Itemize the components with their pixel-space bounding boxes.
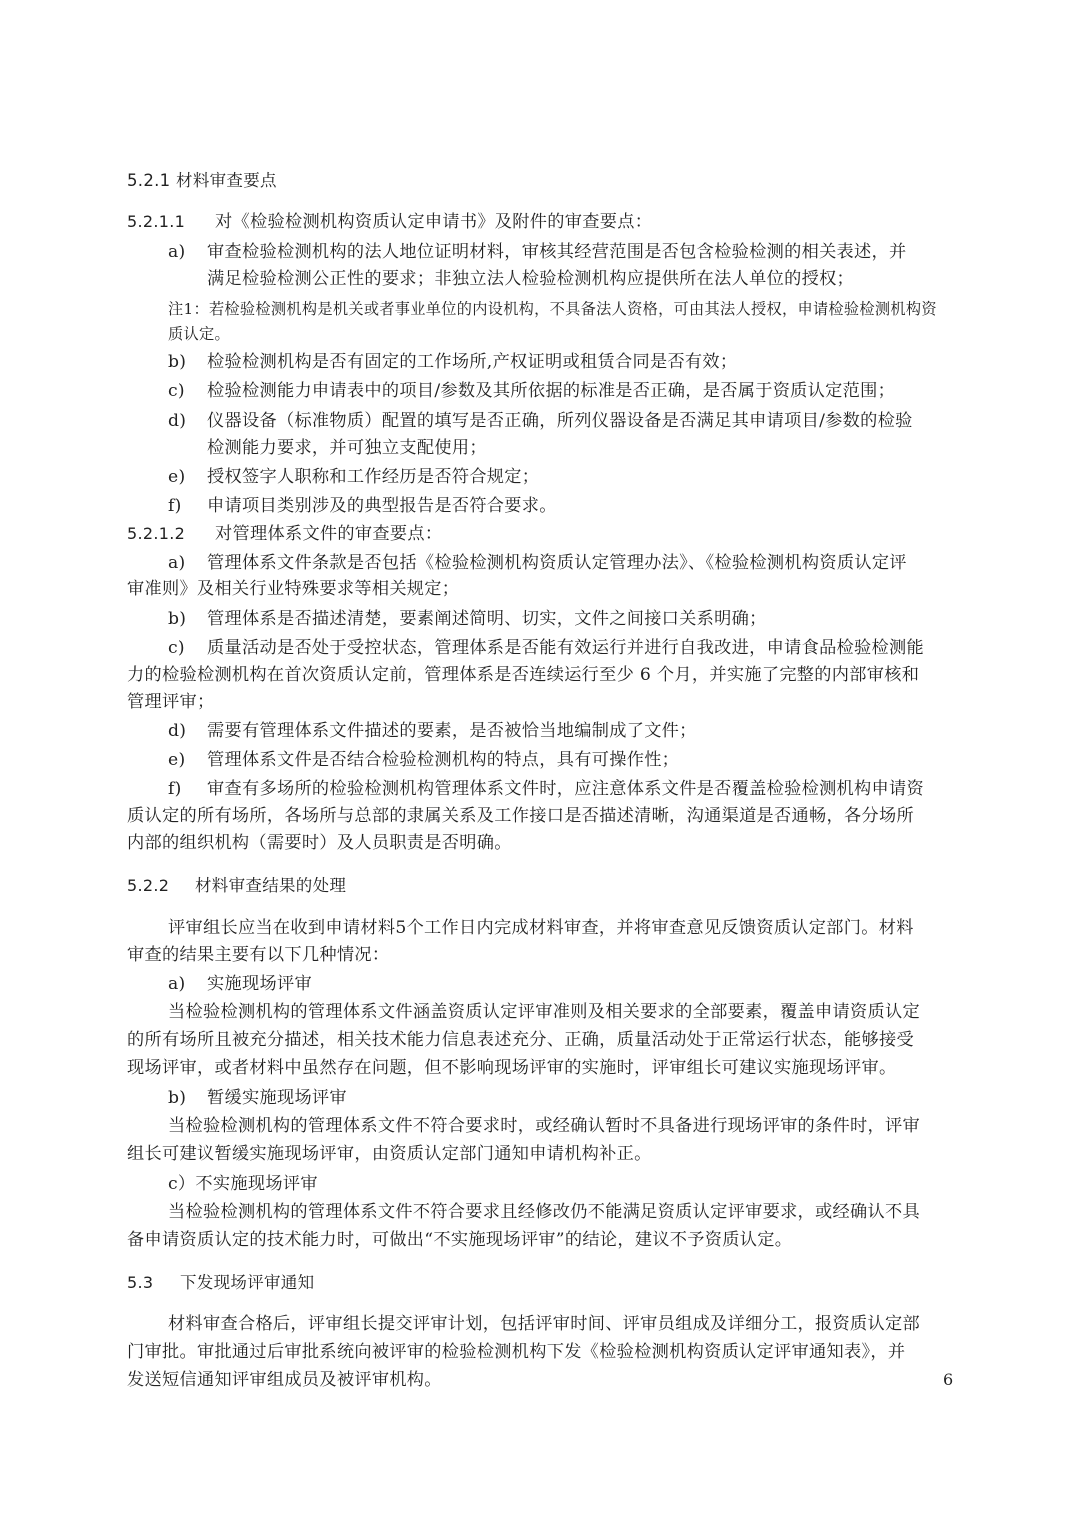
item-label: d) [168,411,187,431]
paragraph-text: 组长可建议暂缓实施现场评审，由资质认定部门通知申请机构补正。 [127,1144,652,1164]
paragraph-text: 当检验检测机构的管理体系文件不符合要求时，或经确认暂时不具备进行现场评审的条件时，评审 [168,1116,920,1136]
item-text: 质量活动是否处于受控状态，管理体系是否能有效运行并进行自我改进，申请食品检验检测能 [207,638,924,658]
clause-number-5-2-1-1: 5.2.1.1 [127,212,186,231]
section-heading-5-2-1: 5.2.1 材料审查要点 [127,171,277,190]
paragraph-text: 当检验检测机构的管理体系文件涵盖资质认定评审准则及相关要求的全部要素，覆盖申请资质认定 [168,1002,920,1022]
item-label: b) [168,1088,187,1108]
item-text: 管理评审； [127,692,215,712]
item-text: 检测能力要求，并可独立支配使用； [207,438,487,458]
section-number-5-2-2: 5.2.2 [127,876,170,895]
paragraph-text: 发送短信通知评审组成员及被评审机构。 [127,1370,442,1390]
item-text: 授权签字人职称和工作经历是否符合规定； [207,467,540,487]
item-text: 申请项目类别涉及的典型报告是否符合要求。 [207,496,557,516]
paragraph-text: 门审批。审批通过后审批系统向被评审的检验检测机构下发《检验检测机构资质认定评审通知表》，并 [127,1342,906,1362]
note-text: 质认定。 [168,325,230,343]
clause-title-5-2-1-1: 对《检验检测机构资质认定申请书》及附件的审查要点： [215,212,653,232]
item-label: a) [168,553,186,573]
page-number: 6 [943,1370,954,1389]
item-label: f) [168,779,182,799]
item-label: c) [168,381,185,401]
paragraph-text: 评审组长应当在收到申请材料5个工作日内完成材料审查，并将审查意见反馈资质认定部门。材料 [168,918,914,938]
note-text: 注1：若检验检测机构是机关或者事业单位的内设机构，不具备法人资格，可由其法人授权，申请检验检测机构资 [168,300,937,318]
section-number-5-3: 5.3 [127,1273,154,1292]
section-heading-5-2-2: 材料审查结果的处理 [195,876,347,895]
item-label: a) [168,974,186,994]
item-text: 检验检测能力申请表中的项目/参数及其所依据的标准是否正确，是否属于资质认定范围； [207,381,896,401]
item-text: 管理体系文件是否结合检验检测机构的特点，具有可操作性； [207,750,680,770]
paragraph-text: 当检验检测机构的管理体系文件不符合要求且经修改仍不能满足资质认定评审要求，或经确认不具 [168,1202,920,1222]
item-title: 暂缓实施现场评审 [207,1088,347,1108]
clause-title-5-2-1-2: 对管理体系文件的审查要点： [215,524,443,544]
item-label: e) [168,467,186,487]
item-label: c) [168,638,185,658]
item-text: 管理体系文件条款是否包括《检验检测机构资质认定管理办法》、《检验检测机构资质认定评 [207,553,907,573]
item-text: 力的检验检测机构在首次资质认定前，管理体系是否连续运行至少 6 个月，并实施了完整的内部审核和 [127,665,920,685]
item-label: d) [168,721,187,741]
item-label: e) [168,750,186,770]
paragraph-text: 现场评审，或者材料中虽然存在问题，但不影响现场评审的实施时，评审组长可建议实施现场评审。 [127,1058,897,1078]
item-title: c）不实施现场评审 [168,1174,318,1194]
paragraph-text: 材料审查合格后，评审组长提交评审计划，包括评审时间、评审员组成及详细分工，报资质认定部 [168,1314,920,1334]
item-text: 审查检验检测机构的法人地位证明材料，审核其经营范围是否包含检验检测的相关表述，并 [207,242,907,262]
paragraph-text: 审查的结果主要有以下几种情况： [127,945,390,965]
item-text: 检验检测机构是否有固定的工作场所,产权证明或租赁合同是否有效； [207,352,738,372]
paragraph-text: 备申请资质认定的技术能力时，可做出“不实施现场评审”的结论，建议不予资质认定。 [127,1230,793,1250]
item-label: f) [168,496,182,516]
item-label: b) [168,352,187,372]
item-text: 仪器设备（标准物质）配置的填写是否正确，所列仪器设备是否满足其申请项目/参数的检验 [207,411,913,431]
item-text: 内部的组织机构（需要时）及人员职责是否明确。 [127,833,512,853]
item-label: a) [168,242,186,262]
item-text: 质认定的所有场所，各场所与总部的隶属关系及工作接口是否描述清晰，沟通渠道是否通畅，各分场所 [127,806,914,826]
item-label: b) [168,609,187,629]
clause-number-5-2-1-2: 5.2.1.2 [127,524,186,543]
item-text: 审准则》及相关行业特殊要求等相关规定； [127,579,460,599]
item-text: 审查有多场所的检验检测机构管理体系文件时，应注意体系文件是否覆盖检验检测机构申请资 [207,779,924,799]
item-text: 满足检验检测公正性的要求；非独立法人检验检测机构应提供所在法人单位的授权； [207,269,855,289]
section-heading-5-3: 下发现场评审通知 [180,1273,315,1292]
item-text: 需要有管理体系文件描述的要素，是否被恰当地编制成了文件； [207,721,697,741]
paragraph-text: 的所有场所且被充分描述，相关技术能力信息表述充分、正确，质量活动处于正常运行状态，能够接受 [127,1030,914,1050]
item-text: 管理体系是否描述清楚，要素阐述简明、切实，文件之间接口关系明确； [207,609,767,629]
item-title: 实施现场评审 [207,974,312,994]
